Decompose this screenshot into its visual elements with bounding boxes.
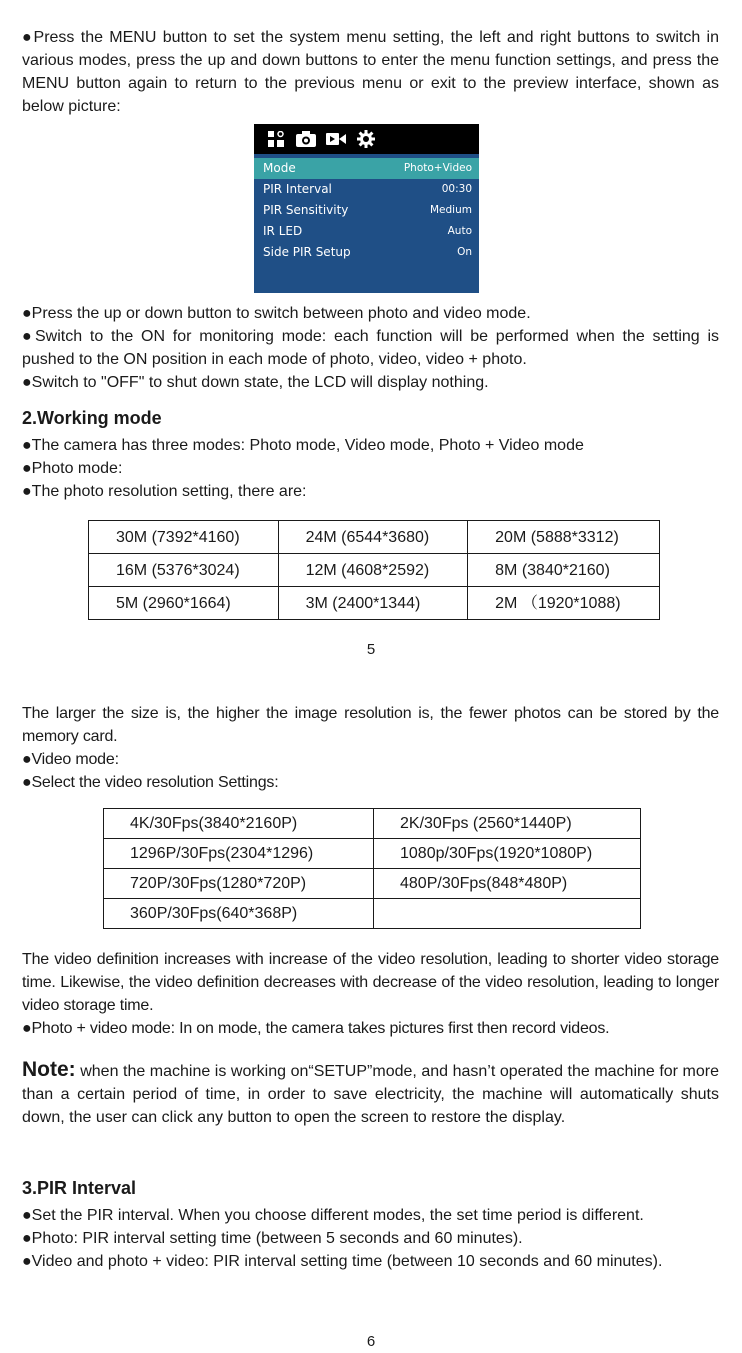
table-row: 16M (5376*3024) 12M (4608*2592) 8M (3840*2160) (89, 554, 660, 587)
note-label: Note: (22, 1058, 76, 1081)
mode-bullets: ●Press the up or down button to switch between photo and video mode. ●Switch to the ON for monitoring mode: each function will be performed when the setting is pushed to the ON position in each mode of photo, video, video + photo. ●Switch to "OFF" to shut down state, the LCD will display nothing. (22, 305, 719, 391)
table-row: 4K/30Fps(3840*2160P) 2K/30Fps (2560*1440P) (104, 809, 641, 839)
menu-row-mode[interactable]: Mode Photo+Video (254, 158, 479, 179)
menu-row-ir-led[interactable]: IR LED Auto (263, 224, 472, 238)
menu-row-pir-interval[interactable]: PIR Interval 00:30 (263, 182, 472, 196)
working-mode-section: 2.Working mode ●The camera has three modes: Photo mode, Video mode, Photo + Video mode ●Photo mode: ●The photo resolution setting, there are: (22, 406, 719, 503)
table-row: 720P/30Fps(1280*720P) 480P/30Fps(848*480P) (104, 869, 641, 899)
intro-paragraph: ●Press the MENU button to set the system menu setting, the left and right buttons to switch in various modes, press the up and down buttons to enter the menu function settings, and press the MENU button again to return to the previous menu or exit to the preview interface, shown as below picture: (22, 29, 719, 115)
menu-row-side-pir-setup[interactable]: Side PIR Setup On (263, 245, 472, 259)
video-resolution-table (103, 808, 641, 929)
video-definition-paragraph: The video definition increases with increase of the video resolution, leading to shorter video storage time. Likewise, the video definition decreases with decrease of the video resolution, leading to longer video storage time. ●Photo + video mode: In on mode, the camera takes pictures first then record videos. (22, 951, 719, 1037)
page-number: 6 (366, 1333, 376, 1350)
page-number: 5 (366, 641, 376, 658)
video-mode-intro: The larger the size is, the higher the image resolution is, the fewer photos can be stored by the memory card. ●Video mode: ●Select the video resolution Settings: (22, 705, 719, 791)
table-row: 360P/30Fps(640*368P) (104, 899, 641, 929)
menu-icon-bar (254, 124, 479, 154)
grid-settings-icon (266, 130, 286, 148)
section-heading: 3.PIR Interval (22, 1178, 137, 1198)
camera-icon (296, 130, 316, 148)
section-heading: 2.Working mode (22, 408, 162, 428)
note-paragraph: Note: when the machine is working on“SETUP”mode, and hasn’t operated the machine for more than a certain period of time, in order to save electricity, the machine will automatically shuts down, the user can click any button to open the screen to restore the display. (22, 1058, 719, 1126)
pir-interval-section: 3.PIR Interval ●Set the PIR interval. When you choose different modes, the set time period is different. ●Photo: PIR interval setting time (between 5 seconds and 60 minutes). ●Video and photo + video: PIR interval setting time (between 10 seconds and 60 minutes). (22, 1176, 719, 1273)
table-row: 1296P/30Fps(2304*1296) 1080p/30Fps(1920*1080P) (104, 839, 641, 869)
video-icon (326, 130, 346, 148)
photo-resolution-table (88, 520, 660, 620)
table-row: 5M (2960*1664) 3M (2400*1344) 2M （1920*1088) (89, 587, 660, 620)
camera-menu-screenshot (254, 124, 479, 293)
table-row: 30M (7392*4160) 24M (6544*3680) 20M (5888*3312) (89, 521, 660, 554)
menu-row-pir-sensitivity[interactable]: PIR Sensitivity Medium (263, 203, 472, 217)
gear-icon (356, 130, 376, 148)
